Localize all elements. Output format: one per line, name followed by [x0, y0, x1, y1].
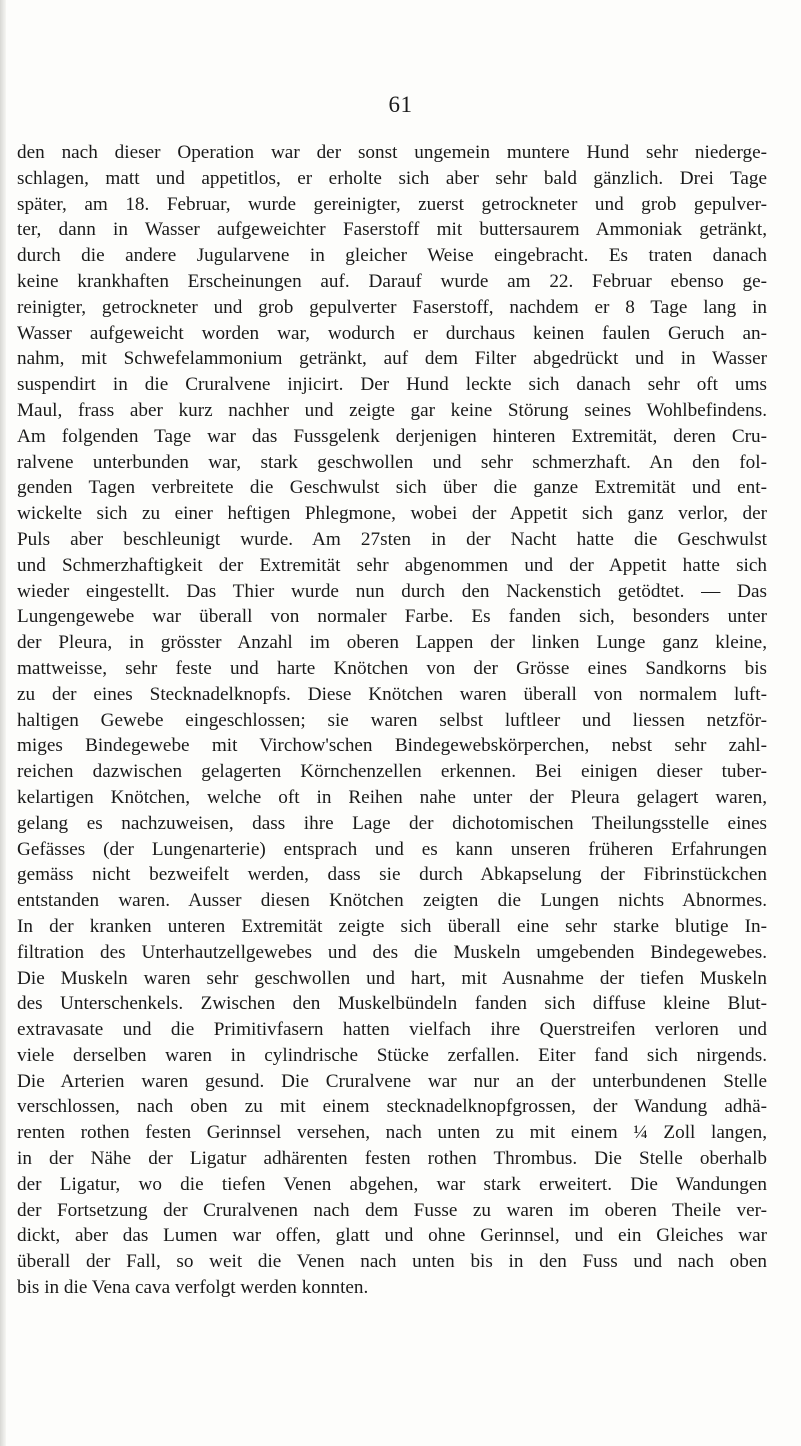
- text-line: der Pleura, in grösster Anzahl im oberen Lappen der linken Lunge ganz kleine,: [17, 632, 767, 654]
- text-line: entstanden waren. Ausser diesen Knötchen zeigten die Lungen nichts Abnormes.: [17, 890, 767, 912]
- text-line: Puls aber beschleunigt wurde. Am 27sten in der Nacht hatte die Geschwulst: [17, 528, 767, 550]
- text-line: Lungengewebe war überall von normaler Farbe. Es fanden sich, besonders unter: [17, 606, 767, 628]
- page-number: 61: [388, 92, 413, 117]
- text-line: extravasate und die Primitivfasern hatten vielfach ihre Querstreifen verloren und: [17, 1019, 767, 1041]
- text-line: keine krankhaften Erscheinungen auf. Darauf wurde am 22. Februar ebenso ge-: [17, 270, 767, 292]
- text-line: später, am 18. Februar, wurde gereinigter, zuerst getrockneter und grob gepulver-: [17, 193, 767, 215]
- text-line: Am folgenden Tage war das Fussgelenk derjenigen hinteren Extremität, deren Cru-: [17, 425, 767, 447]
- text-line: des Unterschenkels. Zwischen den Muskelbündeln fanden sich diffuse kleine Blut-: [17, 993, 767, 1015]
- text-line: gemäss nicht bezweifelt werden, dass sie durch Abkapselung der Fibrinstückchen: [17, 864, 767, 886]
- text-line: genden Tagen verbreitete die Geschwulst sich über die ganze Extremität und ent-: [17, 477, 767, 499]
- text-line: ralvene unterbunden war, stark geschwollen und sehr schmerzhaft. An den fol-: [17, 451, 767, 473]
- text-line: ter, dann in Wasser aufgeweichter Faserstoff mit buttersaurem Ammoniak getränkt,: [17, 219, 767, 241]
- text-line: Gefässes (der Lungenarterie) entsprach und es kann unseren früheren Erfahrungen: [17, 838, 767, 860]
- text-line: bis in die Vena cava verfolgt werden konnten.: [17, 1277, 369, 1299]
- text-line: Die Muskeln waren sehr geschwollen und hart, mit Ausnahme der tiefen Muskeln: [17, 967, 767, 989]
- text-line: dickt, aber das Lumen war offen, glatt und ohne Gerinnsel, und ein Gleiches war: [17, 1225, 767, 1247]
- text-line: der Fortsetzung der Cruralvenen nach dem Fusse zu waren im oberen Theile ver-: [17, 1199, 767, 1221]
- body-text: [17, 140, 767, 1301]
- text-line: In der kranken unteren Extremität zeigte sich überall eine sehr starke blutige In-: [17, 915, 767, 937]
- text-line: zu der eines Stecknadelknopfs. Diese Knötchen waren überall von normalem luft-: [17, 683, 767, 705]
- text-line: wieder eingestellt. Das Thier wurde nun durch den Nackenstich getödtet. — Das: [17, 580, 767, 602]
- text-line: miges Bindegewebe mit Virchow'schen Bindegewebskörperchen, nebst sehr zahl-: [17, 735, 767, 757]
- page-binding-edge: [0, 0, 6, 1446]
- text-line: den nach dieser Operation war der sonst ungemein muntere Hund sehr niederge-: [17, 142, 767, 163]
- text-line: haltigen Gewebe eingeschlossen; sie waren selbst luftleer und liessen netzför-: [17, 709, 767, 731]
- text-line: in der Nähe der Ligatur adhärenten festen rothen Thrombus. Die Stelle oberhalb: [17, 1148, 767, 1170]
- text-line: renten rothen festen Gerinnsel versehen, nach unten zu mit einem ¼ Zoll langen,: [17, 1122, 767, 1144]
- text-line: kelartigen Knötchen, welche oft in Reihen nahe unter der Pleura gelagert waren,: [17, 786, 767, 808]
- text-line: schlagen, matt und appetitlos, er erholte sich aber sehr bald gänzlich. Drei Tage: [17, 167, 767, 189]
- text-line: suspendirt in die Cruralvene injicirt. Der Hund leckte sich danach sehr oft ums: [17, 374, 767, 396]
- text-line: Maul, frass aber kurz nachher und zeigte gar keine Störung seines Wohlbefindens.: [17, 399, 767, 421]
- text-line: überall der Fall, so weit die Venen nach unten bis in den Fuss und nach oben: [17, 1251, 767, 1273]
- text-line: nahm, mit Schwefelammonium getränkt, auf dem Filter abgedrückt und in Wasser: [17, 348, 767, 370]
- text-line: Die Arterien waren gesund. Die Cruralvene war nur an der unterbundenen Stelle: [17, 1070, 767, 1092]
- text-line: reinigter, getrockneter und grob gepulverter Faserstoff, nachdem er 8 Tage lang in: [17, 296, 767, 318]
- text-line: filtration des Unterhautzellgewebes und des die Muskeln umgebenden Bindegewebes.: [17, 941, 767, 963]
- text-line: durch die andere Jugularvene in gleicher Weise eingebracht. Es traten danach: [17, 245, 767, 267]
- text-line: Wasser aufgeweicht worden war, wodurch er durchaus keinen faulen Geruch an-: [17, 322, 767, 344]
- text-line: reichen dazwischen gelagerten Körnchenzellen erkennen. Bei einigen dieser tuber-: [17, 761, 767, 783]
- text-line: der Ligatur, wo die tiefen Venen abgehen, war stark erweitert. Die Wandungen: [17, 1173, 767, 1195]
- text-line: viele derselben waren in cylindrische Stücke zerfallen. Eiter fand sich nirgends.: [17, 1044, 767, 1066]
- text-line: verschlossen, nach oben zu mit einem stecknadelknopfgrossen, der Wandung adhä-: [17, 1096, 767, 1118]
- text-line: wickelte sich zu einer heftigen Phlegmone, wobei der Appetit sich ganz verlor, der: [17, 503, 767, 525]
- text-line: gelang es nachzuweisen, dass ihre Lage der dichotomischen Theilungsstelle eines: [17, 812, 767, 834]
- text-line: und Schmerzhaftigkeit der Extremität sehr abgenommen und der Appetit hatte sich: [17, 554, 767, 576]
- text-line: mattweisse, sehr feste und harte Knötchen von der Grösse eines Sandkorns bis: [17, 657, 767, 679]
